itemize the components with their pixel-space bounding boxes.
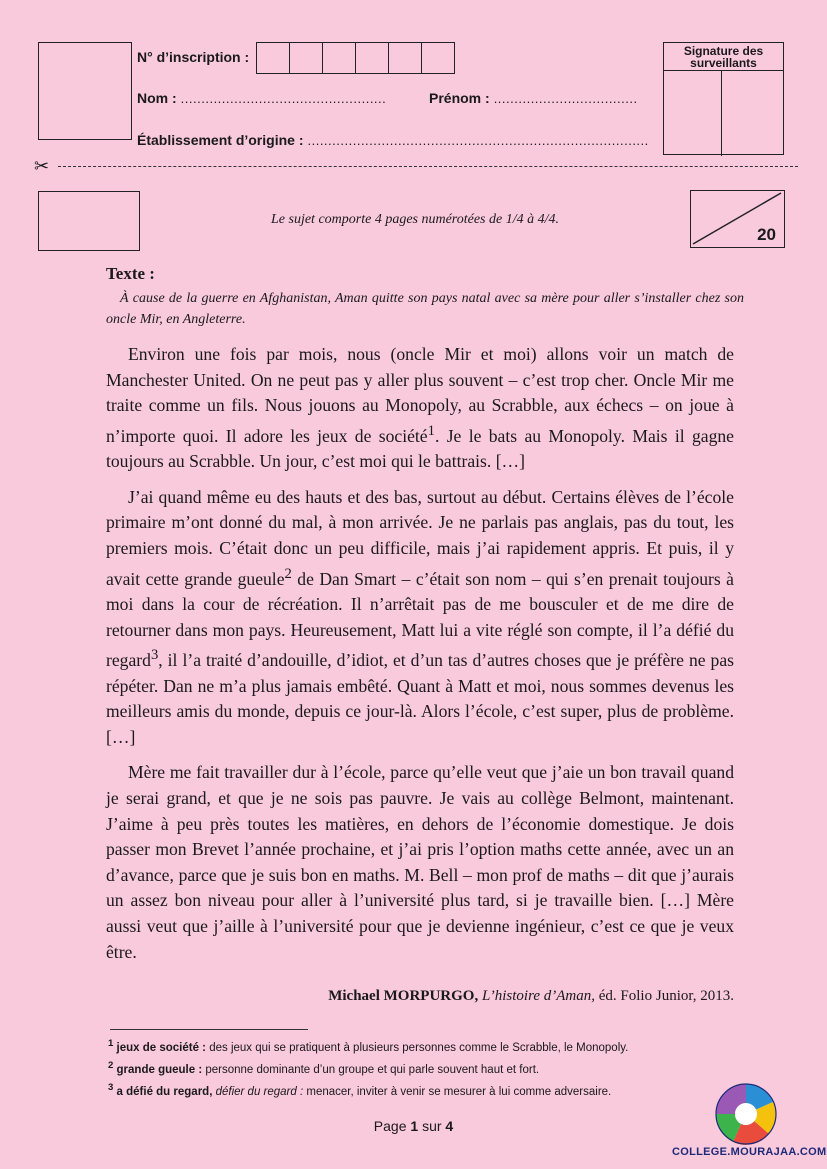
inscription-boxes[interactable] <box>256 42 455 74</box>
footnote-definition: personne dominante d’un groupe et qui parle souvent haut et fort. <box>202 1063 540 1076</box>
footnote-1 <box>108 1035 728 1057</box>
score-total: 20 <box>757 225 776 244</box>
inscription-label: N° d’inscription : <box>137 49 250 65</box>
prenom-row[interactable] <box>429 90 638 108</box>
nom-label: Nom : <box>137 90 177 106</box>
site-logo-icon <box>693 1072 793 1150</box>
footnote-rule <box>110 1029 308 1030</box>
inscription-cell[interactable] <box>356 43 389 73</box>
nom-row[interactable] <box>137 90 386 108</box>
page-current: 1 <box>410 1118 419 1134</box>
footnote-number: 3 <box>108 1081 114 1093</box>
texte-title: Texte : <box>106 264 155 283</box>
etablissement-label: Établissement d’origine : <box>137 132 304 148</box>
footnotes <box>108 1035 728 1100</box>
citation-book-title: L’histoire d’Aman, <box>481 988 596 1004</box>
nom-field[interactable]: .................................................. <box>180 91 387 106</box>
text-intro: À cause de la guerre en Afghanistan, Aman quitte son pays natal avec sa mère pour aller s’installer chez son oncle Mir, en Angleterre. <box>106 291 744 327</box>
footnote-definition: des jeux qui se pratiquent à plusieurs personnes comme le Scrabble, le Monopoly. <box>206 1041 629 1054</box>
citation-publisher: éd. Folio Junior, 2013. <box>598 988 734 1004</box>
inscription-cell[interactable] <box>389 43 422 73</box>
paragraph-1-part-a: Environ une fois par mois, nous (oncle Mir et moi) allons voir un match de Manchester United. On ne peut pas y aller plus souvent – c’est trop cher. Oncle Mir me traite comme un fils. Nous jouons au Monopoly, au Scrabble, aux échecs – on joue à n’importe quoi. Il adore les jeux de société <box>106 344 734 446</box>
inscription-cell[interactable] <box>257 43 290 73</box>
subject-note: Le sujet comporte 4 pages numérotées de 1/4 à 4/4. <box>271 212 559 227</box>
paragraph-1-part-b: . Je le bats au Monopoly. Mais il gagne toujours au Scrabble. Un jour, c’est moi qui le battrais. […] <box>106 425 734 472</box>
paragraph-2 <box>106 485 734 751</box>
footnote-number: 2 <box>108 1059 114 1071</box>
prenom-field[interactable]: ................................... <box>493 91 638 106</box>
footnote-3 <box>108 1079 728 1101</box>
paragraph-2-part-b: de Dan Smart – c’était son nom – qui s’en prenait toujours à moi dans la cour de récréation. Il n’arrêtait pas de me bousculer et de me dire de retourner dans mon pays. Heureusement, Matt lui a vite réglé son compte, il l’a défié du regard <box>106 568 734 671</box>
inscription-cell[interactable] <box>323 43 356 73</box>
etablissement-field[interactable]: ................................................................................... <box>307 133 649 148</box>
page-total: 4 <box>445 1118 454 1134</box>
paragraph-2-part-c: , il l’a traité d’andouille, d’idiot, et d’un tas d’autres choses que je préfère ne pas répéter. Dan ne m’a plus jamais embêté. Quant à Matt et moi, nous sommes devenus les meilleurs amis du monde, depuis ce jour-là. Alors l’école, c’est super, plus de problème. […] <box>106 650 734 747</box>
photo-box <box>38 42 132 140</box>
etablissement-row[interactable] <box>137 132 649 150</box>
footnote-definition: menacer, inviter à venir se mesurer à lui comme adversaire. <box>303 1085 612 1098</box>
footnote-term: jeux de société : <box>116 1041 207 1054</box>
citation <box>106 988 734 1005</box>
footnote-ref-3: 3 <box>150 647 159 664</box>
footnote-number: 1 <box>108 1038 114 1049</box>
signature-title: Signature des surveillants <box>664 43 783 71</box>
signature-box <box>663 42 784 155</box>
scissors-icon: ✂ <box>34 156 50 176</box>
score-box <box>690 190 785 248</box>
paragraph-2-part-a: J’ai quand même eu des hauts et des bas, surtout au début. Certains élèves de l’école primaire m’ont donné du mal, à mon arrivée. Je ne parlais pas anglais, pas du tout, les premiers mois. C’était donc un peu difficile, mais j’ai rapidement appris. Et puis, il y avait cette grande gueule <box>106 486 734 589</box>
signature-divider <box>721 71 722 156</box>
page-label: Page <box>373 1118 407 1134</box>
footnote-term-italic: défier du regard : <box>212 1085 304 1098</box>
page-of-label: sur <box>422 1118 442 1134</box>
footnote-ref-2: 2 <box>284 565 292 582</box>
footnote-ref-1: 1 <box>427 422 435 439</box>
code-box <box>38 191 140 251</box>
footnote-2 <box>108 1057 728 1079</box>
inscription-cell[interactable] <box>290 43 323 73</box>
paragraph-1 <box>106 342 734 475</box>
footnote-term: a défié du regard, <box>116 1085 213 1098</box>
site-logo-text: COLLEGE.MOURAJAA.COM <box>672 1146 827 1158</box>
footnote-term: grande gueule : <box>116 1063 203 1076</box>
cut-line <box>58 166 798 167</box>
prenom-label: Prénom : <box>429 90 490 106</box>
citation-author: Michael MORPURGO, <box>328 988 479 1004</box>
inscription-cell[interactable] <box>422 43 454 73</box>
paragraph-3: Mère me fait travailler dur à l’école, parce qu’elle veut que j’aie un bon travail quand je serai grand, et que je ne sois pas pauvre. Je vais au collège Belmont, maintenant. J’aime à peu près toutes les matières, en dehors de l’économie domestique. Je dois passer mon Brevet l’année prochaine, et j’ai pris l’option maths cette année, avec un an d’avance, parce que je suis bon en maths. M. Bell – mon prof de maths – dit que j’aurais un assez bon niveau pour aller à l’université plus tard, si je travaille bien. […] Mère aussi veut que j’aille à l’université pour que je devienne ingénieur, c’est ce que je veux être. <box>106 762 734 962</box>
main-text <box>106 342 734 975</box>
